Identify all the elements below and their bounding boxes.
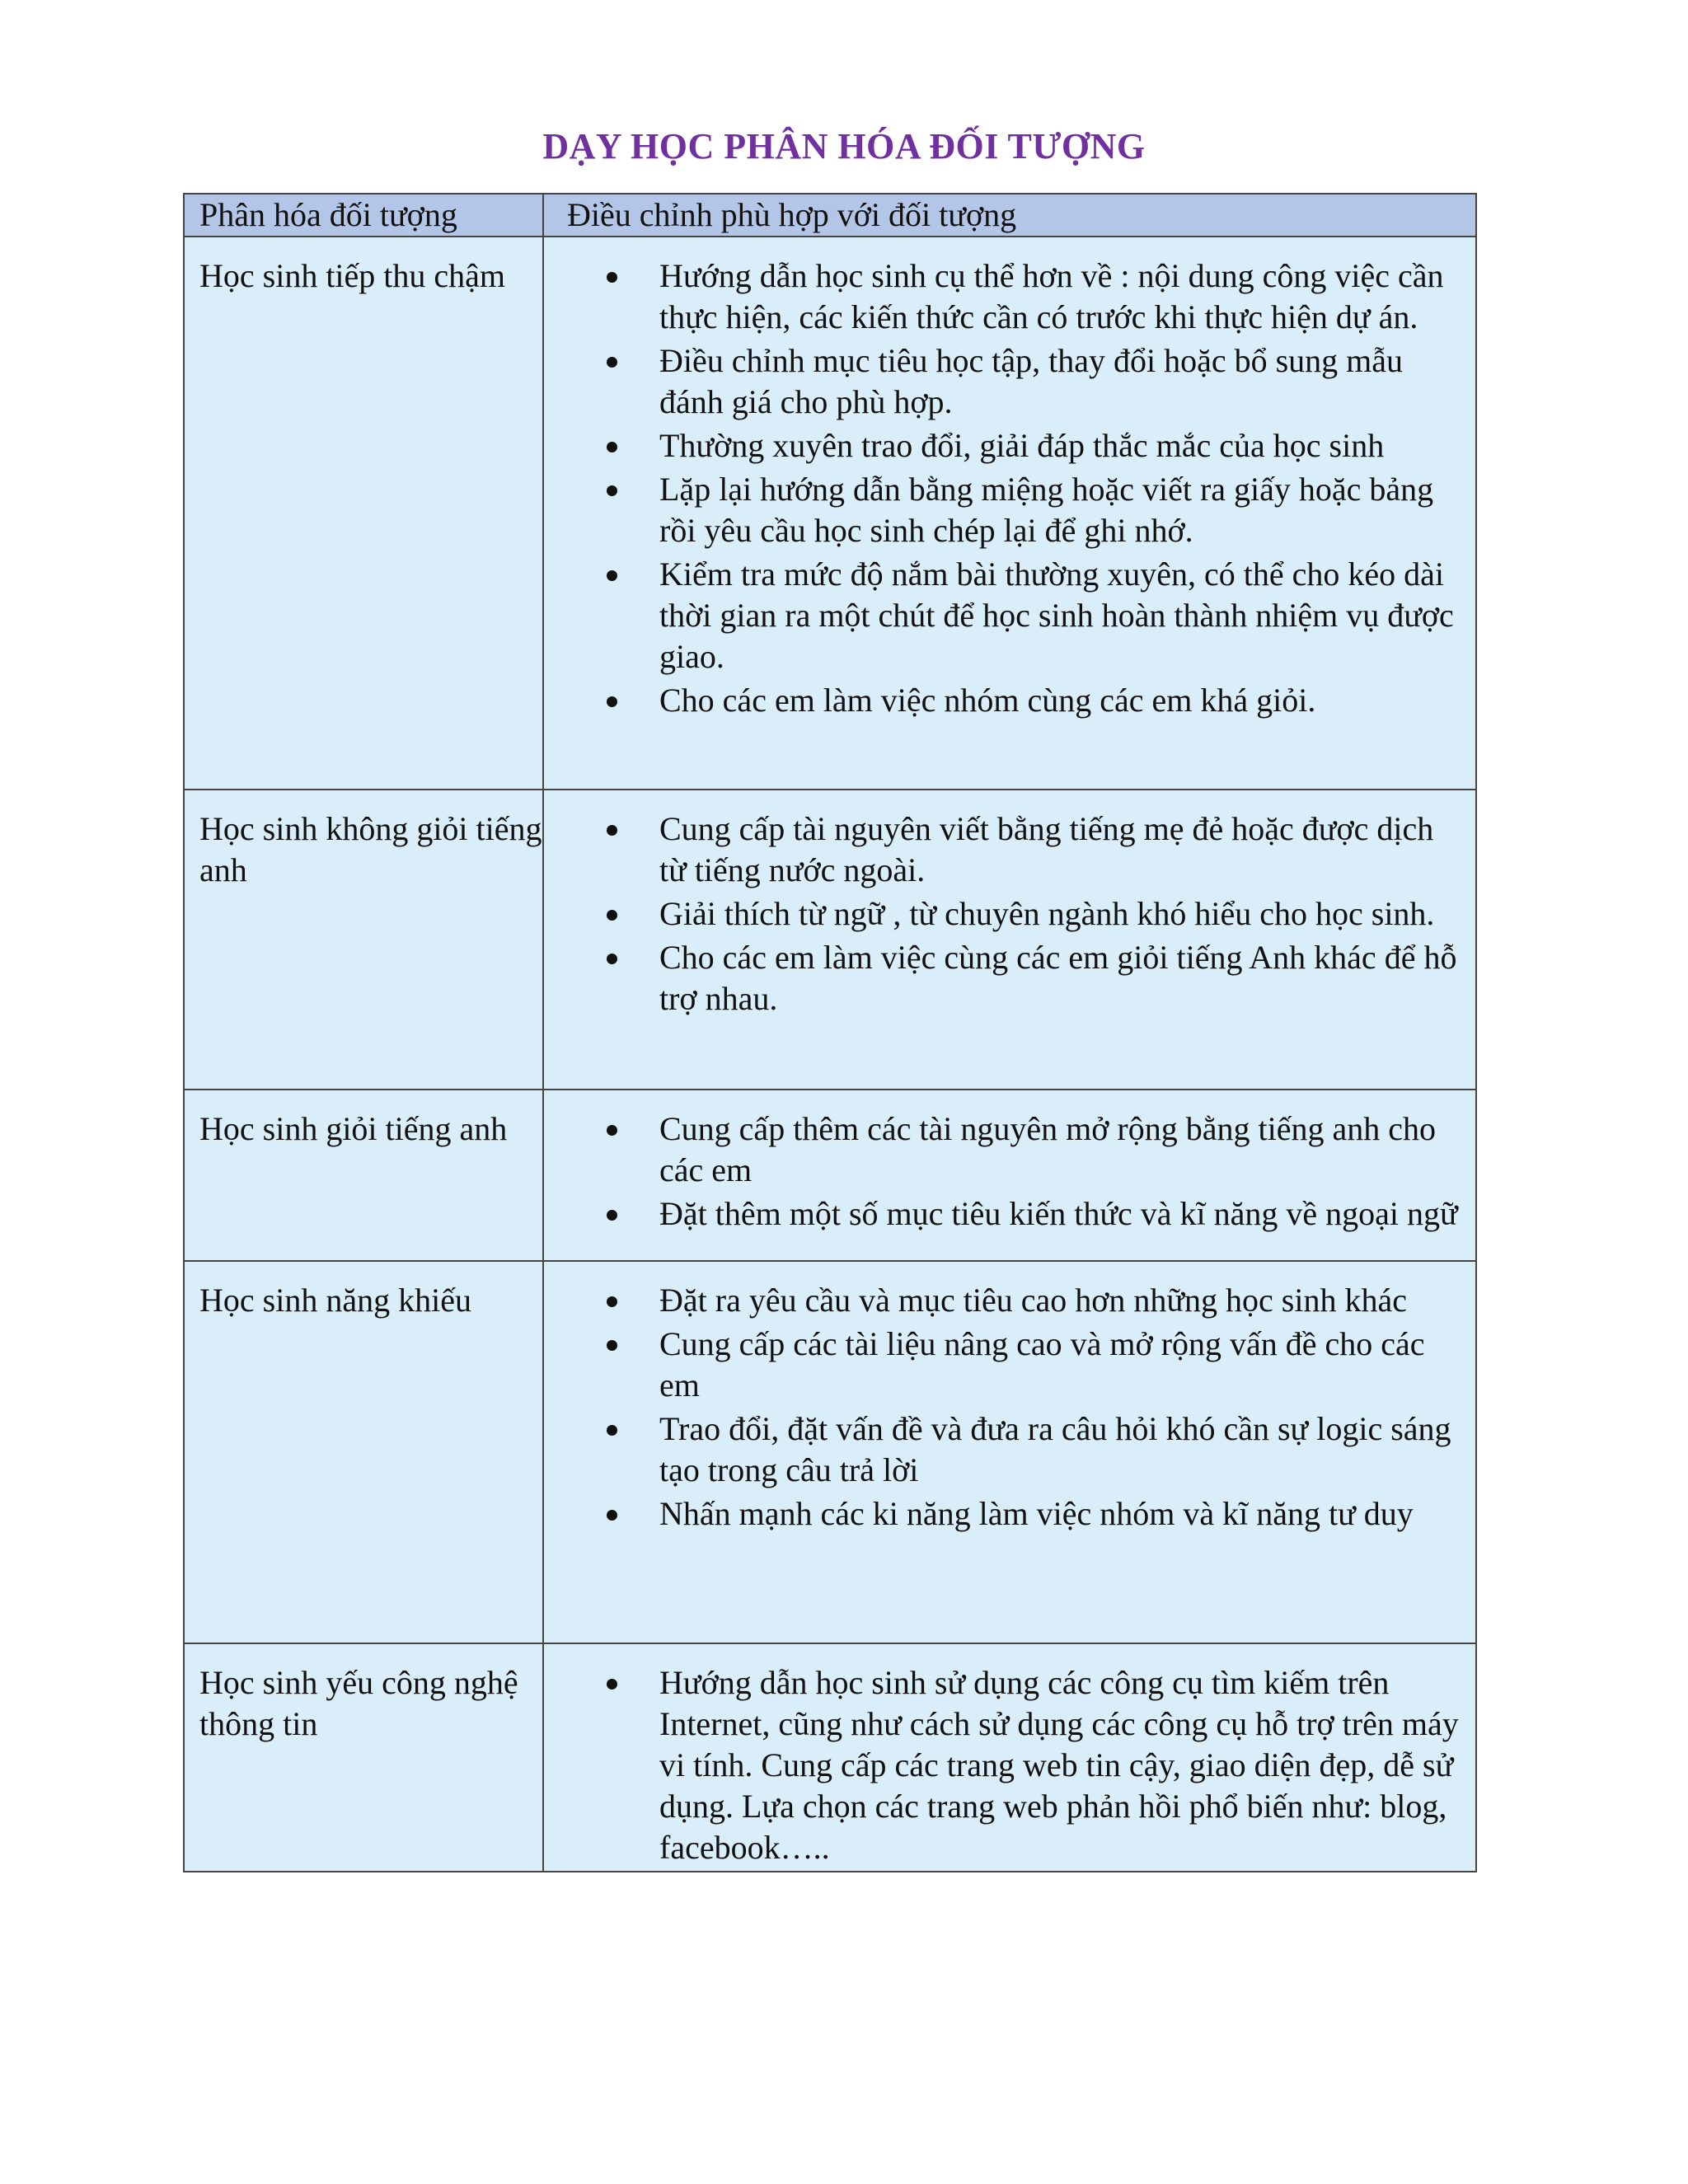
list-item-text: Hướng dẫn học sinh sử dụng các công cụ tìm kiếm trên Internet, cũng như cách sử dụng các công cụ hỗ trợ trên máy vi tính. Cung cấp các trang web tin cậy, giao diện đẹp, dễ sử dụng. Lựa chọn các trang web phản hồi phổ biến như: blog, facebook…..	[659, 1664, 1459, 1866]
table-row	[184, 1261, 1476, 1643]
list-item-text: Cung cấp thêm các tài nguyên mở rộng bằng tiếng anh cho các em	[659, 1110, 1436, 1188]
list-item	[544, 1324, 1461, 1406]
list-item-text: Trao đổi, đặt vấn đề và đưa ra câu hỏi khó cần sự logic sáng tạo trong câu trả lời	[659, 1410, 1451, 1488]
list-item-text: Cung cấp tài nguyên viết bằng tiếng mẹ đẻ hoặc được dịch từ tiếng nước ngoài.	[659, 810, 1434, 888]
differentiation-table	[183, 193, 1477, 1872]
bullet-icon	[607, 1679, 617, 1690]
table-row	[184, 790, 1476, 1090]
list-item	[544, 1193, 1461, 1235]
list-item-text: Nhấn mạnh các ki năng làm việc nhóm và kĩ năng tư duy	[659, 1495, 1414, 1532]
learner-group-cell: Học sinh giỏi tiếng anh	[184, 1090, 543, 1261]
learner-group-cell: Học sinh yếu công nghệ thông tin	[184, 1643, 543, 1872]
table-header-row	[184, 194, 1476, 237]
bullet-icon	[607, 485, 617, 496]
list-item	[544, 469, 1461, 551]
list-item-text: Cung cấp các tài liệu nâng cao và mở rộng vấn đề cho các em	[659, 1325, 1425, 1404]
list-item	[544, 937, 1461, 1019]
list-item-text: Thường xuyên trao đổi, giải đáp thắc mắc của học sinh	[659, 427, 1385, 464]
bullet-icon	[607, 1296, 617, 1307]
list-item	[544, 425, 1461, 466]
table-row	[184, 237, 1476, 790]
document-title: DẠY HỌC PHÂN HÓA ĐỐI TƯỢNG	[542, 126, 1146, 166]
adjustments-cell	[543, 1643, 1476, 1872]
bullet-icon	[607, 1210, 617, 1221]
list-item	[544, 1662, 1461, 1868]
bullet-icon	[607, 1425, 617, 1436]
list-item-text: Cho các em làm việc cùng các em giỏi tiếng Anh khác để hỗ trợ nhau.	[659, 939, 1457, 1017]
bullet-icon	[607, 570, 617, 581]
adjustments-cell	[543, 1261, 1476, 1643]
bullet-icon	[607, 1510, 617, 1521]
table-row	[184, 1643, 1476, 1872]
list-item	[544, 808, 1461, 891]
learner-group-cell: Học sinh năng khiếu	[184, 1261, 543, 1643]
list-item-text: Đặt ra yêu cầu và mục tiêu cao hơn những học sinh khác	[659, 1282, 1407, 1319]
bullet-icon	[607, 272, 617, 283]
bullet-icon	[607, 910, 617, 921]
bullet-icon	[607, 1340, 617, 1351]
list-item	[544, 554, 1461, 677]
list-item	[544, 893, 1461, 935]
list-item	[544, 1408, 1461, 1491]
adjustment-list	[544, 255, 1461, 721]
list-item	[544, 1108, 1461, 1191]
adjustments-cell	[543, 1090, 1476, 1261]
list-item	[544, 680, 1461, 721]
list-item-text: Kiểm tra mức độ nắm bài thường xuyên, có thể cho kéo dài thời gian ra một chút để học sinh hoàn thành nhiệm vụ được giao.	[659, 555, 1454, 675]
header-learner-group: Phân hóa đối tượng	[184, 194, 543, 237]
learner-group-cell: Học sinh tiếp thu chậm	[184, 237, 543, 790]
bullet-icon	[607, 954, 617, 964]
bullet-icon	[607, 442, 617, 452]
list-item-text: Điều chỉnh mục tiêu học tập, thay đổi hoặc bổ sung mẫu đánh giá cho phù hợp.	[659, 342, 1404, 420]
adjustment-list	[544, 1280, 1461, 1535]
list-item	[544, 1493, 1461, 1535]
list-item-text: Lặp lại hướng dẫn bằng miệng hoặc viết ra giấy hoặc bảng rồi yêu cầu học sinh chép lại để ghi nhớ.	[659, 471, 1434, 549]
list-item-text: Đặt thêm một số mục tiêu kiến thức và kĩ năng về ngoại ngữ	[659, 1195, 1458, 1232]
adjustments-cell	[543, 790, 1476, 1090]
adjustments-cell	[543, 237, 1476, 790]
learner-group-cell: Học sinh không giỏi tiếng anh	[184, 790, 543, 1090]
list-item-text: Giải thích từ ngữ , từ chuyên ngành khó hiểu cho học sinh.	[659, 895, 1435, 932]
adjustment-list	[544, 1662, 1461, 1868]
header-adjustments: Điều chỉnh phù hợp với đối tượng	[543, 194, 1476, 237]
bullet-icon	[607, 1125, 617, 1136]
list-item-text: Cho các em làm việc nhóm cùng các em khá giỏi.	[659, 682, 1316, 719]
list-item	[544, 340, 1461, 423]
adjustment-list	[544, 808, 1461, 1019]
list-item	[544, 255, 1461, 338]
bullet-icon	[607, 696, 617, 707]
adjustment-list	[544, 1108, 1461, 1235]
list-item	[544, 1280, 1461, 1321]
bullet-icon	[607, 357, 617, 368]
list-item-text: Hướng dẫn học sinh cụ thể hơn về : nội dung công việc cần thực hiện, các kiến thức cần có trước khi thực hiện dự án.	[659, 257, 1444, 335]
bullet-icon	[607, 825, 617, 836]
table-row	[184, 1090, 1476, 1261]
